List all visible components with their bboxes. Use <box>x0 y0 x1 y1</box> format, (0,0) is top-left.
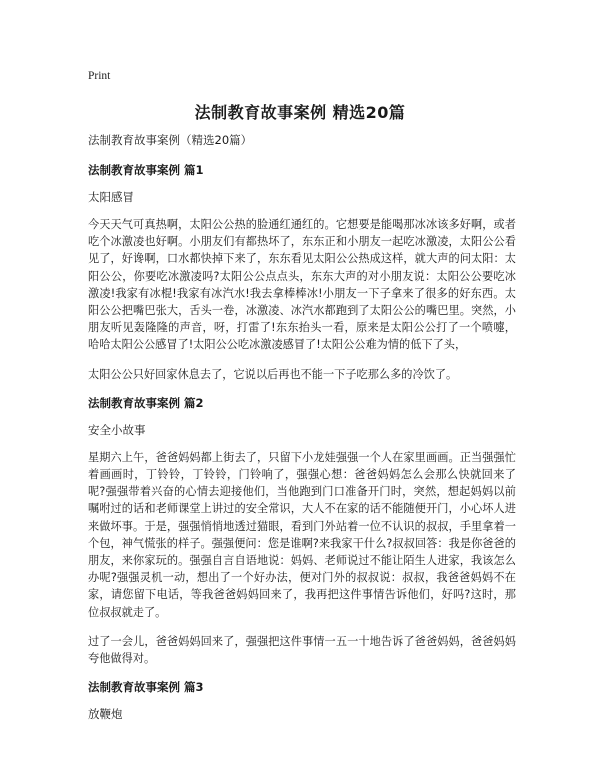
story-paragraph: 星期六上午，爸爸妈妈都上街去了，只留下小龙娃强强一个人在家里画画。正当强强忙着画画时，丁铃铃，丁铃铃，门铃响了，强强心想：爸爸妈妈怎么会那么快就回来了呢?强强带着兴奋的心情去迎接他们，当他跑到门口准备开门时，突然，想起妈妈以前嘱咐过的话和老师课堂上讲过的安全常识，大人不在家的话不能随便开门，小心坏人进来做坏事。于是，强强悄悄地透过猫眼，看到门外站着一位不认识的叔叔，手里拿着一个包，神气慌张的样子。强强便问：您是谁啊?来我家干什么?叔叔回答：我是你爸爸的朋友，来你家玩的。强强自言自语地说：妈妈、老师说过不能让陌生人进家，我该怎么办呢?强强灵机一动，想出了一个好办法，便对门外的叔叔说：叔叔，我爸爸妈妈不在家，请您留下电话，等我爸爸妈妈回来了，我再把这件事情告诉他们，好吗?这时，那位叔叔就走了。 <box>88 450 516 619</box>
story-paragraph: 今天天气可真热啊，太阳公公热的脸通红通红的。它想要是能喝那冰冰该多好啊，或者吃个冰激凌也好啊。小朋友们有都热坏了，东东正和小朋友一起吃冰激凌，太阳公公看见了，好谗啊，口水都快掉下来了，东东看见太阳公公热成这样，就大声的问太阳：太阳公公，你要吃冰激凌吗?太阳公公点点头，东东大声的对小朋友说：太阳公公要吃冰激凌!我家有冰棍!我家有冰汽水!我去拿棒棒冰!小朋友一下子拿来了很多的好东西。太阳公公把嘴巴张大，舌头一卷，冰激凌、冰汽水都跑到了太阳公公的嘴巴里。突然，小朋友听见轰隆隆的声音，呀，打雷了!东东抬头一看，原来是太阳公公打了一个喷嚏，哈哈太阳公公感冒了!太阳公公吃冰激凌感冒了!太阳公公难为情的低下了头， <box>88 218 516 352</box>
section-2 <box>88 395 516 667</box>
story-paragraph: 太阳公公只好回家休息去了，它说以后再也不能一下子吃那么多的冷饮了。 <box>88 367 458 381</box>
section-heading: 法制教育故事案例 篇3 <box>88 680 204 695</box>
section-heading: 法制教育故事案例 篇2 <box>88 395 204 410</box>
print-label[interactable]: Print <box>88 70 111 82</box>
document-subtitle: 法制教育故事案例（精选20篇） <box>88 133 253 147</box>
page-title: 法制教育故事案例 精选20篇 <box>194 103 406 122</box>
story-paragraph: 过了一会儿，爸爸妈妈回来了，强强把这件事情一五一十地告诉了爸爸妈妈，爸爸妈妈夸他做得对。 <box>88 634 516 666</box>
story-title: 放鞭炮 <box>88 707 123 722</box>
document-body <box>88 132 516 733</box>
story-title: 安全小故事 <box>88 422 146 437</box>
section-3 <box>88 679 516 722</box>
story-title: 太阳感冒 <box>88 190 134 204</box>
section-1 <box>88 162 516 383</box>
section-heading: 法制教育故事案例 篇1 <box>88 163 204 177</box>
